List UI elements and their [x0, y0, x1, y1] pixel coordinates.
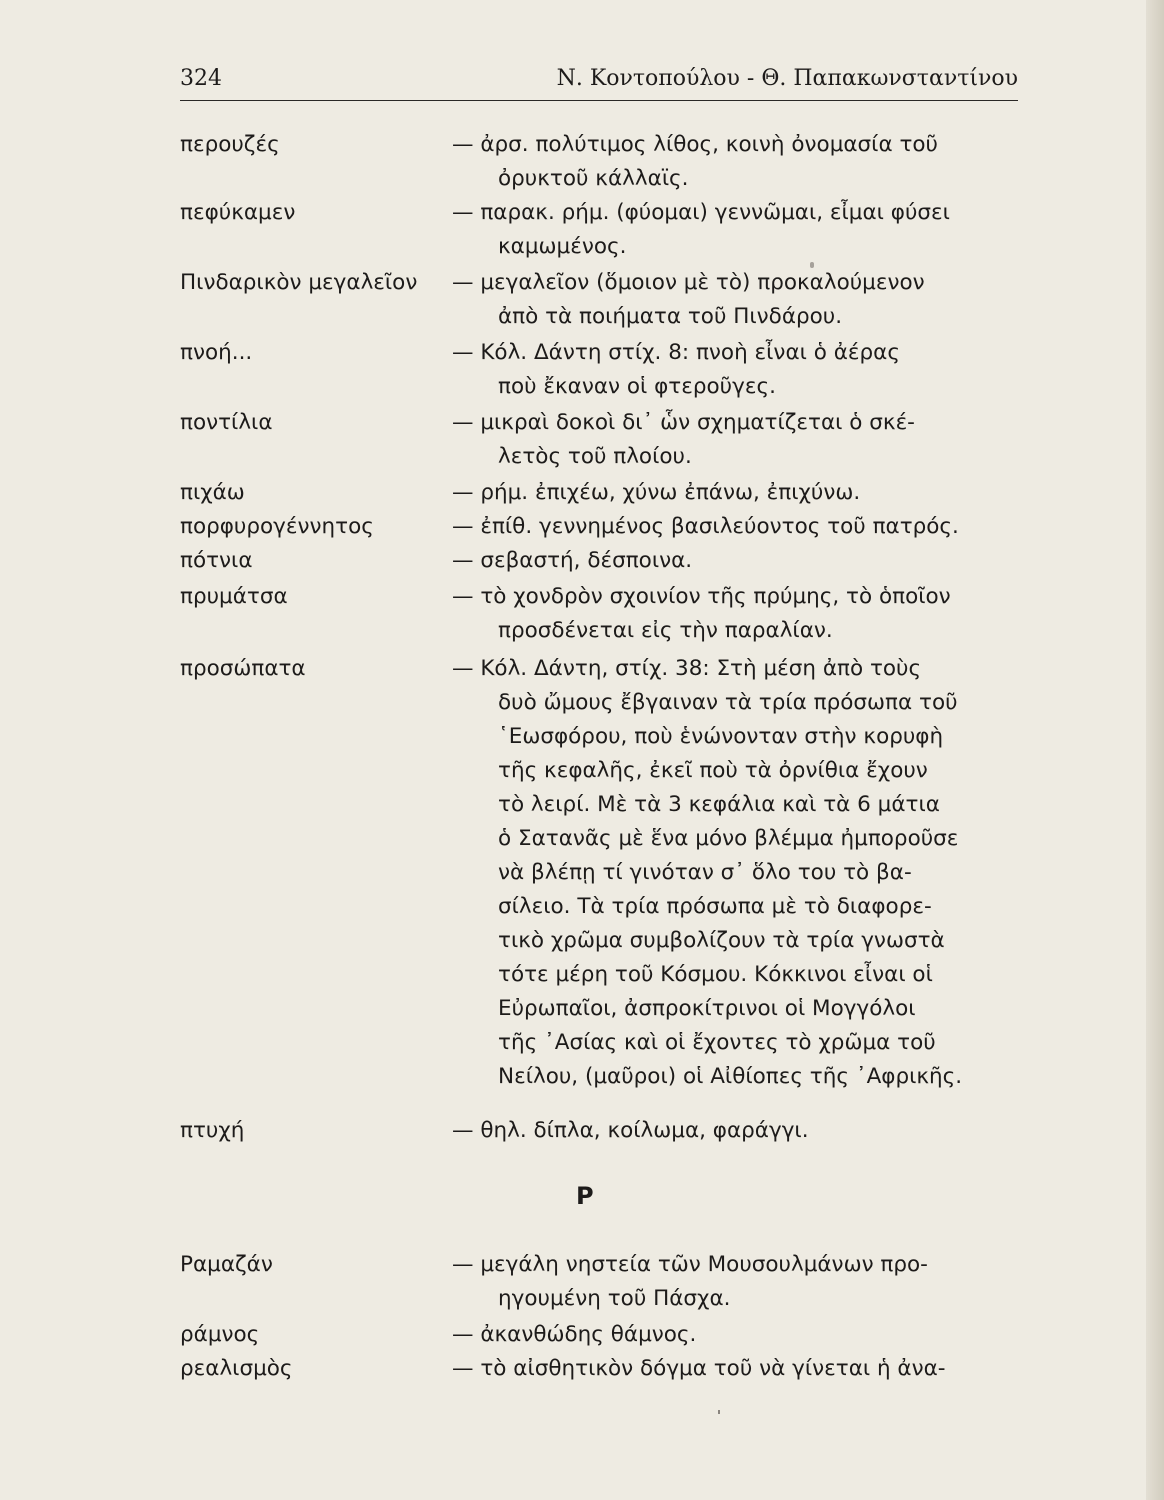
definition-line: τῆς κεφαλῆς, ἐκεῖ ποὺ τὰ ὀρνίθια ἔχουν — [498, 758, 928, 783]
section-heading-letter: Ρ — [576, 1182, 594, 1210]
definition-line: ὁ Σατανᾶς μὲ ἕνα μόνο βλέμμα ἠμποροῦσε — [498, 826, 959, 851]
definition-line: — Κόλ. Δάντη, στίχ. 38: Στὴ μέση ἀπὸ τοὺς — [452, 656, 922, 681]
entry-term: πιχάω — [180, 480, 245, 505]
entry-definition — [452, 652, 1016, 1094]
definition-line: Νείλου, (μαῦροι) οἱ Αἰθίοπες τῆς ᾿Αφρικῆς. — [498, 1064, 963, 1089]
entry-definition — [452, 1114, 1016, 1148]
definition-line: τῆς ᾿Ασίας καὶ οἱ ἔχοντες τὸ χρῶμα τοῦ — [498, 1030, 936, 1055]
entry-term: ποντίλια — [180, 410, 273, 435]
entry-definition — [452, 1248, 1016, 1316]
definition-line: — θηλ. δίπλα, κοίλωμα, φαράγγι. — [452, 1118, 809, 1143]
definition-line: — ἀκανθώδης θάμνος. — [452, 1322, 697, 1347]
entry-term: πνοή... — [180, 340, 253, 365]
entry-definition — [452, 476, 1016, 510]
entry-term: Πινδαρικὸν μεγαλεῖον — [180, 270, 418, 295]
entry-definition — [452, 266, 1016, 334]
definition-line: ηγουμένη τοῦ Πάσχα. — [498, 1286, 731, 1311]
definition-line: τὸ λειρί. Μὲ τὰ 3 κεφάλια καὶ τὰ 6 μάτια — [498, 792, 940, 817]
definition-line: προσδένεται εἰς τὴν παραλίαν. — [498, 618, 833, 643]
entry-term: ράμνος — [180, 1322, 260, 1347]
entry-term: πρυμάτσα — [180, 584, 288, 609]
definition-line: — σεβαστή, δέσποινα. — [452, 548, 693, 573]
definition-line: δυὸ ὤμους ἔβγαιναν τὰ τρία πρόσωπα τοῦ — [498, 690, 958, 715]
entry-definition — [452, 406, 1016, 474]
entry-definition — [452, 510, 1016, 544]
page-header — [180, 66, 1018, 101]
page-edge — [1146, 0, 1164, 1500]
definition-line: ποὺ ἔκαναν οἱ φτεροῦγες. — [498, 374, 776, 399]
entry-definition — [452, 128, 1016, 196]
entry-definition — [452, 1318, 1016, 1352]
ink-speck — [810, 262, 814, 268]
definition-line: τότε μέρη τοῦ Κόσμου. Κόκκινοι εἶναι οἱ — [498, 962, 933, 987]
definition-line: — μικραὶ δοκοὶ δι᾽ ὧν σχηματίζεται ὁ σκέ- — [452, 410, 915, 435]
entry-term: πτυχή — [180, 1118, 245, 1143]
definition-line: σίλειο. Τὰ τρία πρόσωπα μὲ τὸ διαφορε- — [498, 894, 932, 919]
definition-line: — ἐπίθ. γεννημένος βασιλεύοντος τοῦ πατρός. — [452, 514, 959, 539]
page-number: 324 — [180, 66, 222, 91]
definition-line: — μεγαλεῖον (ὅμοιον μὲ τὸ) προκαλούμενον — [452, 270, 925, 295]
definition-line: — τὸ χονδρὸν σχοινίον τῆς πρύμης, τὸ ὁποῖον — [452, 584, 951, 609]
definition-line: τικὸ χρῶμα συμβολίζουν τὰ τρία γνωστὰ — [498, 928, 945, 953]
definition-line: ῾Εωσφόρου, ποὺ ἑνώνονταν στὴν κορυφὴ — [498, 724, 944, 749]
definition-line: λετὸς τοῦ πλοίου. — [498, 444, 692, 469]
definition-line: — ἀρσ. πολύτιμος λίθος, κοινὴ ὀνομασία τοῦ — [452, 132, 938, 157]
running-head: Ν. Κοντοπούλου - Θ. Παπακωνσταντίνου — [556, 66, 1018, 91]
entry-term: ρεαλισμὸς — [180, 1356, 293, 1381]
definition-line: Εὐρωπαῖοι, ἀσπροκίτρινοι οἱ Μογγόλοι — [498, 996, 916, 1021]
definition-line: — τὸ αἰσθητικὸν δόγμα τοῦ νὰ γίνεται ἡ ἀνα- — [452, 1356, 946, 1381]
definition-line: — παρακ. ρήμ. (φύομαι) γεννῶμαι, εἶμαι φύσει — [452, 200, 950, 225]
definition-line: ἀπὸ τὰ ποιήματα τοῦ Πινδάρου. — [498, 304, 843, 329]
definition-line: — μεγάλη νηστεία τῶν Μουσουλμάνων προ- — [452, 1252, 928, 1277]
entry-term: πότνια — [180, 548, 253, 573]
entry-definition — [452, 1352, 1016, 1386]
entry-term: Ραμαζάν — [180, 1252, 273, 1277]
entry-term: περουζές — [180, 132, 280, 157]
entry-term: πορφυρογέννητος — [180, 514, 374, 539]
ink-speck — [718, 1410, 720, 1414]
definition-line: — ρήμ. ἐπιχέω, χύνω ἐπάνω, ἐπιχύνω. — [452, 480, 861, 505]
entry-term: προσώπατα — [180, 656, 306, 681]
entry-definition — [452, 580, 1016, 648]
definition-line: ὀρυκτοῦ κάλλαϊς. — [498, 166, 689, 191]
definition-line: — Κόλ. Δάντη στίχ. 8: πνοὴ εἶναι ὁ ἀέρας — [452, 340, 900, 365]
entry-term: πεφύκαμεν — [180, 200, 296, 225]
entry-definition — [452, 196, 1016, 264]
entry-definition — [452, 544, 1016, 578]
entry-definition — [452, 336, 1016, 404]
definition-line: νὰ βλέπῃ τί γινόταν σ᾽ ὅλο του τὸ βα- — [498, 860, 912, 885]
definition-line: καμωμένος. — [498, 234, 627, 259]
